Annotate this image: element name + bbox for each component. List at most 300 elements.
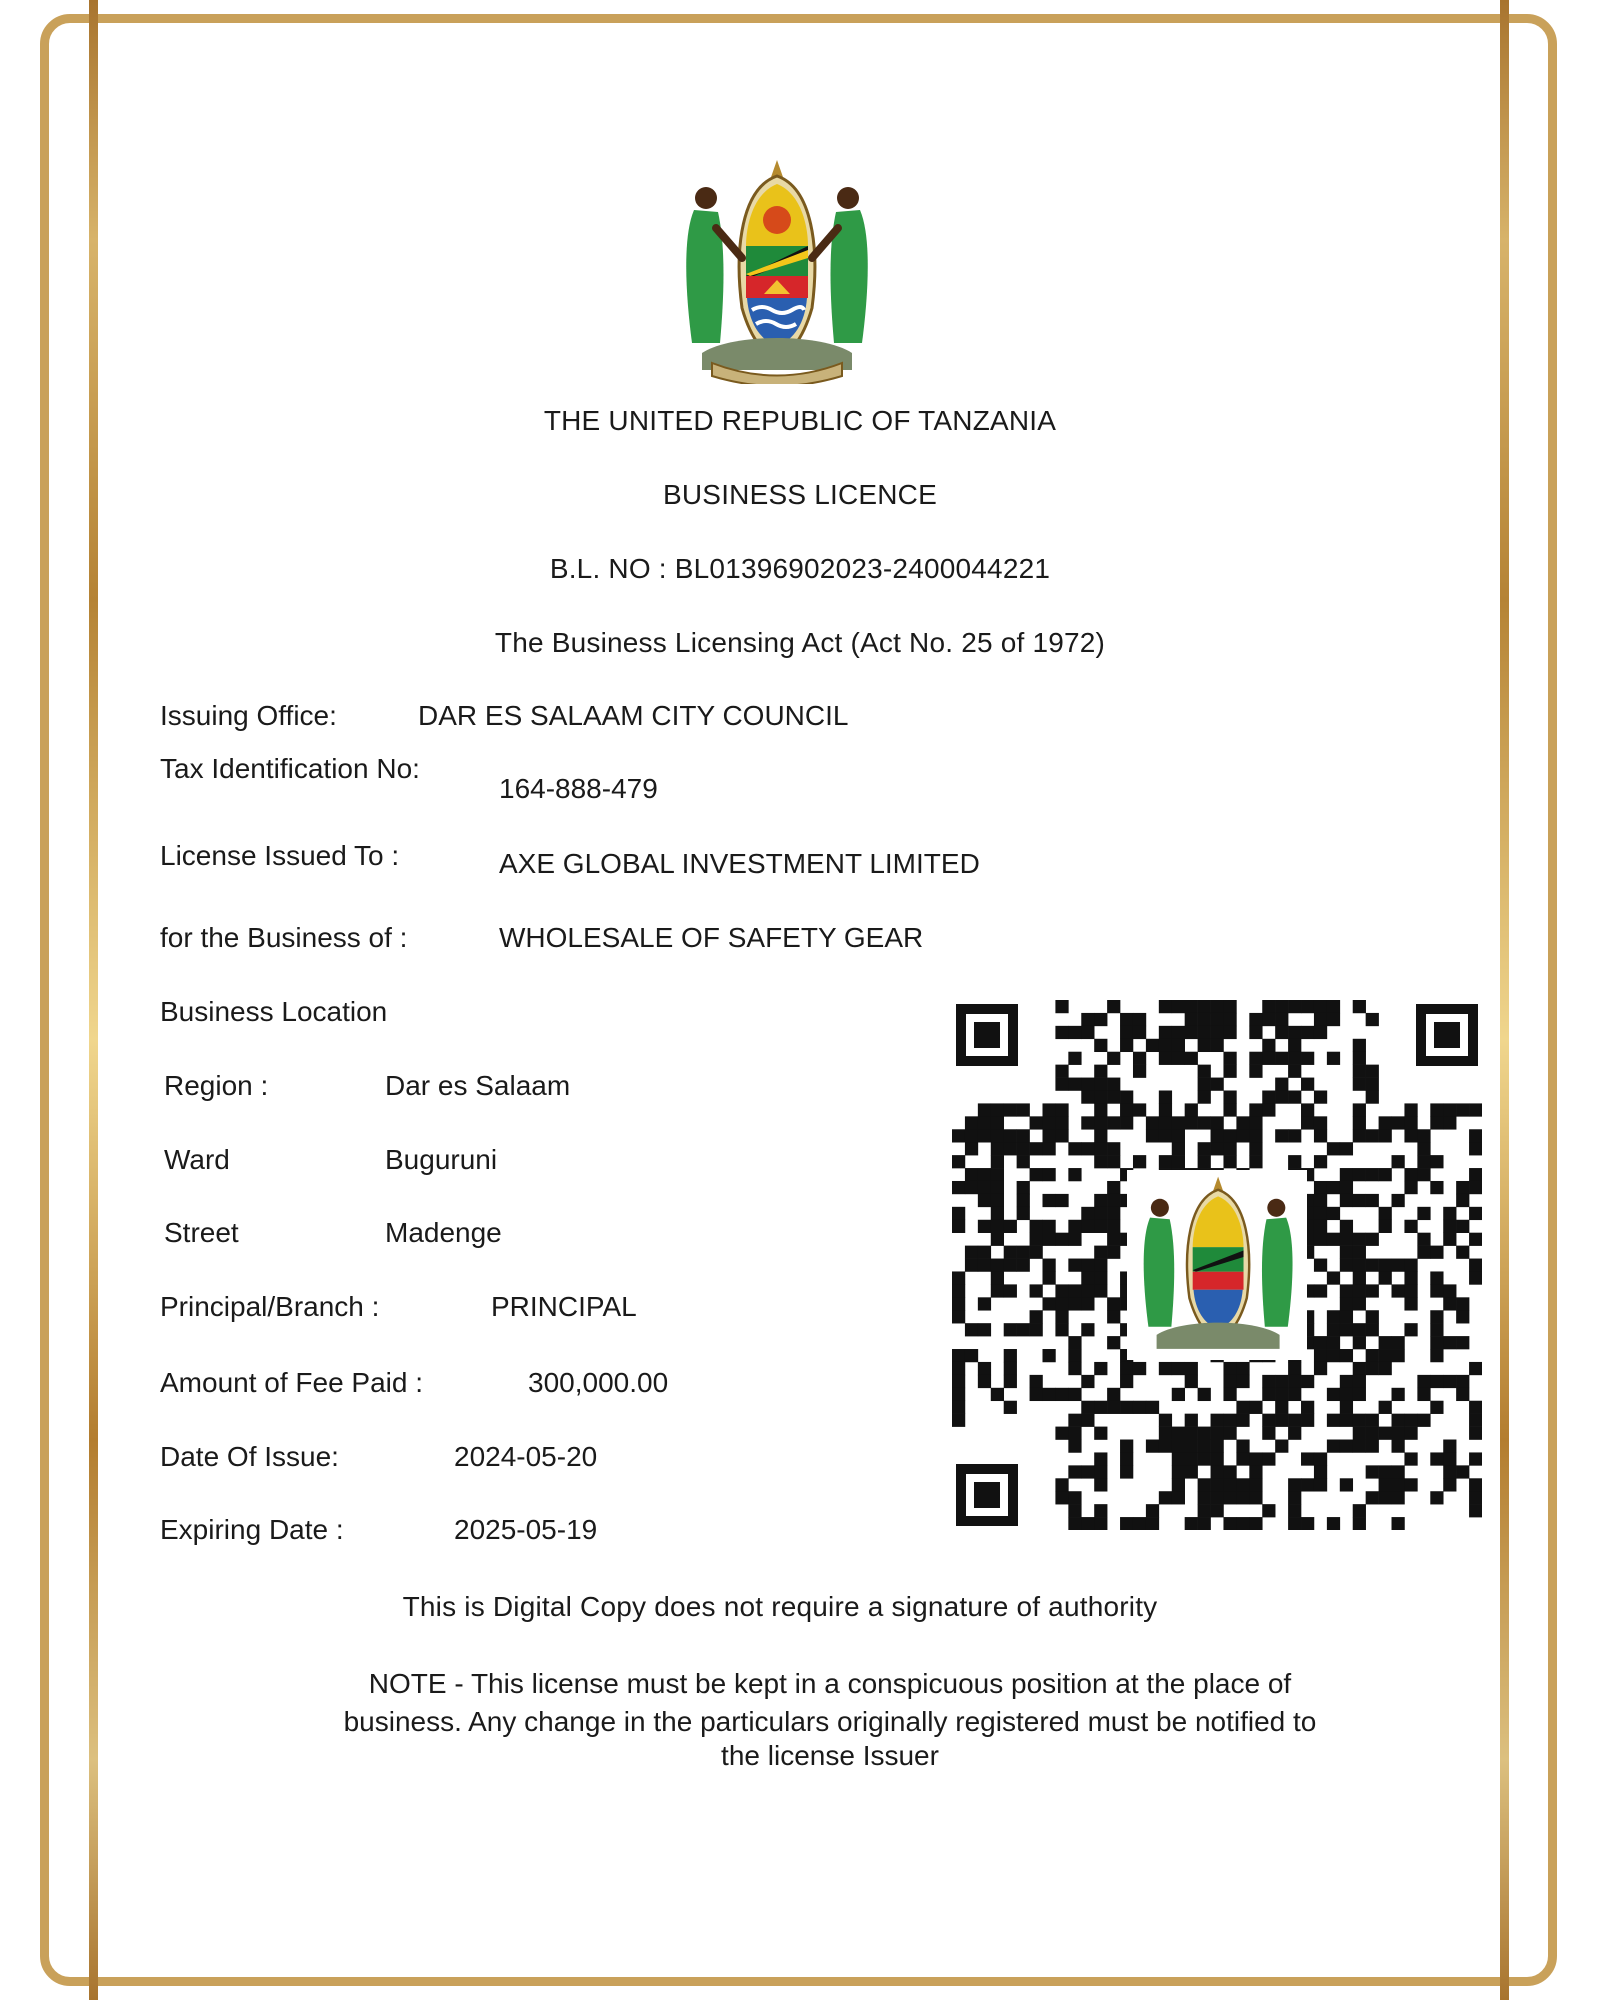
qr-module <box>1456 1465 1469 1478</box>
qr-module <box>1301 1103 1314 1116</box>
qr-module <box>1030 1310 1043 1323</box>
qr-module <box>1469 1362 1482 1375</box>
qr-module <box>1366 1194 1379 1207</box>
qr-module <box>965 1129 978 1142</box>
qr-module <box>1392 1478 1405 1491</box>
note-line-3: the license Issuer <box>721 1740 939 1771</box>
qr-module <box>1159 1440 1172 1453</box>
qr-module <box>1198 1427 1211 1440</box>
fee-paid-label: Amount of Fee Paid : <box>160 1367 424 1398</box>
qr-module <box>991 1155 1004 1168</box>
qr-module <box>1314 1465 1327 1478</box>
issued-to-label: License Issued To : <box>160 840 400 871</box>
qr-module <box>1055 1388 1068 1401</box>
qr-module <box>1366 1129 1379 1142</box>
qr-module <box>1392 1427 1405 1440</box>
qr-module <box>978 1375 991 1388</box>
qr-module <box>1430 1375 1443 1388</box>
qr-module <box>1094 1142 1107 1155</box>
qr-module <box>1094 1452 1107 1465</box>
qr-module <box>1107 1401 1120 1414</box>
qr-module <box>1340 1220 1353 1233</box>
qr-module <box>1172 1478 1185 1491</box>
qr-module <box>1146 1116 1159 1129</box>
qr-module <box>1275 1026 1288 1039</box>
qr-module <box>1275 1401 1288 1414</box>
act-reference: The Business Licensing Act (Act No. 25 of 1972) <box>494 627 1106 658</box>
qr-module <box>1366 1284 1379 1297</box>
qr-module <box>1211 1414 1224 1427</box>
qr-module <box>1353 1065 1366 1078</box>
qr-module <box>1404 1284 1417 1297</box>
qr-module <box>952 1388 965 1401</box>
qr-module <box>1211 1000 1224 1013</box>
qr-module <box>1404 1220 1417 1233</box>
qr-module <box>1236 1375 1249 1388</box>
qr-module <box>965 1142 978 1155</box>
qr-module <box>1068 1297 1081 1310</box>
qr-module <box>1172 1491 1185 1504</box>
qr-module <box>1004 1349 1017 1362</box>
qr-module <box>1456 1388 1469 1401</box>
qr-module <box>1469 1504 1482 1517</box>
qr-module <box>1469 1181 1482 1194</box>
qr-module <box>1379 1168 1392 1181</box>
qr-module <box>1017 1207 1030 1220</box>
qr-module <box>1275 1388 1288 1401</box>
qr-module <box>1211 1142 1224 1155</box>
qr-module <box>1314 1155 1327 1168</box>
note-line-2: business. Any change in the particulars originally registered must be notified to <box>343 1706 1317 1737</box>
qr-module <box>1159 1129 1172 1142</box>
qr-module <box>1172 1155 1185 1168</box>
qr-module <box>1004 1284 1017 1297</box>
qr-module <box>1223 1155 1236 1168</box>
qr-module <box>1340 1194 1353 1207</box>
qr-module <box>1430 1181 1443 1194</box>
qr-module <box>1353 1271 1366 1284</box>
qr-module <box>1159 1491 1172 1504</box>
qr-module <box>1443 1375 1456 1388</box>
qr-module <box>1017 1181 1030 1194</box>
qr-module <box>1379 1116 1392 1129</box>
qr-module <box>1120 1465 1133 1478</box>
issued-to-value: AXE GLOBAL INVESTMENT LIMITED <box>499 848 980 879</box>
qr-module <box>1314 1362 1327 1375</box>
qr-module <box>1120 1103 1133 1116</box>
qr-module <box>1068 1336 1081 1349</box>
qr-module <box>1301 1517 1314 1530</box>
qr-module <box>1172 1000 1185 1013</box>
qr-module <box>1120 1375 1133 1388</box>
qr-module <box>1081 1323 1094 1336</box>
qr-module <box>1042 1388 1055 1401</box>
qr-module <box>1314 1129 1327 1142</box>
qr-module <box>1327 1233 1340 1246</box>
qr-module <box>1262 1013 1275 1026</box>
qr-module <box>1392 1465 1405 1478</box>
qr-module <box>978 1103 991 1116</box>
qr-module <box>1094 1090 1107 1103</box>
qr-module <box>1055 1116 1068 1129</box>
qr-module <box>1469 1271 1482 1284</box>
qr-module <box>1198 1078 1211 1091</box>
qr-module <box>952 1271 965 1284</box>
qr-module <box>1262 1090 1275 1103</box>
qr-module <box>1404 1297 1417 1310</box>
qr-module <box>1236 1440 1249 1453</box>
qr-module <box>1211 1465 1224 1478</box>
qr-module <box>1379 1259 1392 1272</box>
qr-module <box>991 1259 1004 1272</box>
qr-module <box>1211 1026 1224 1039</box>
qr-module <box>1430 1284 1443 1297</box>
qr-module <box>1198 1116 1211 1129</box>
qr-module <box>1353 1336 1366 1349</box>
qr-module <box>1262 1000 1275 1013</box>
qr-module <box>991 1168 1004 1181</box>
qr-module <box>1185 1465 1198 1478</box>
qr-module <box>965 1349 978 1362</box>
qr-module <box>978 1297 991 1310</box>
qr-module <box>1068 1504 1081 1517</box>
qr-module <box>1353 1052 1366 1065</box>
qr-module <box>965 1259 978 1272</box>
qr-module <box>1392 1116 1405 1129</box>
qr-module <box>1249 1116 1262 1129</box>
qr-module <box>1094 1220 1107 1233</box>
qr-module <box>1417 1207 1430 1220</box>
qr-module <box>1081 1090 1094 1103</box>
qr-module <box>1055 1310 1068 1323</box>
qr-module <box>1094 1155 1107 1168</box>
qr-module <box>1404 1452 1417 1465</box>
qr-module <box>1314 1181 1327 1194</box>
qr-module <box>1120 1452 1133 1465</box>
qr-module <box>1017 1246 1030 1259</box>
qr-module <box>1094 1271 1107 1284</box>
qr-module <box>1068 1349 1081 1362</box>
qr-module <box>1172 1026 1185 1039</box>
qr-module <box>1068 1142 1081 1155</box>
qr-module <box>1301 1414 1314 1427</box>
qr-module <box>1120 1517 1133 1530</box>
qr-module <box>978 1168 991 1181</box>
qr-module <box>1392 1388 1405 1401</box>
qr-module <box>1198 1478 1211 1491</box>
qr-module <box>1275 1129 1288 1142</box>
qr-module <box>1404 1478 1417 1491</box>
qr-module <box>1301 1078 1314 1091</box>
qr-module <box>1340 1246 1353 1259</box>
qr-module <box>1353 1284 1366 1297</box>
qr-module <box>1159 1362 1172 1375</box>
qr-module <box>1185 1362 1198 1375</box>
qr-module <box>1417 1142 1430 1155</box>
qr-module <box>1430 1155 1443 1168</box>
qr-module <box>1366 1233 1379 1246</box>
qr-module <box>1288 1155 1301 1168</box>
qr-module <box>1340 1142 1353 1155</box>
qr-module <box>1211 1491 1224 1504</box>
street-label: Street <box>164 1217 239 1248</box>
qr-module <box>1443 1297 1456 1310</box>
qr-module <box>1404 1427 1417 1440</box>
qr-module <box>1275 1414 1288 1427</box>
qr-module <box>1146 1401 1159 1414</box>
qr-module <box>1404 1116 1417 1129</box>
qr-module <box>1094 1116 1107 1129</box>
qr-module <box>1443 1465 1456 1478</box>
qr-module <box>1262 1052 1275 1065</box>
qr-module <box>1430 1323 1443 1336</box>
qr-module <box>1068 1220 1081 1233</box>
qr-module <box>1055 1103 1068 1116</box>
qr-module <box>1353 1297 1366 1310</box>
qr-module <box>1223 1465 1236 1478</box>
qr-module <box>1327 1013 1340 1026</box>
date-of-issue-value: 2024-05-20 <box>454 1441 598 1472</box>
qr-module <box>1353 1440 1366 1453</box>
qr-center-emblem-icon <box>1144 1177 1293 1349</box>
qr-module <box>952 1362 965 1375</box>
qr-module <box>1379 1336 1392 1349</box>
qr-module <box>1262 1414 1275 1427</box>
qr-module <box>952 1310 965 1323</box>
qr-module <box>1081 1297 1094 1310</box>
qr-module <box>1379 1362 1392 1375</box>
qr-module <box>1456 1194 1469 1207</box>
qr-module <box>1236 1517 1249 1530</box>
qr-module <box>1353 1414 1366 1427</box>
qr-module <box>1094 1478 1107 1491</box>
qr-module <box>1185 1427 1198 1440</box>
qr-module <box>1172 1142 1185 1155</box>
qr-module <box>1159 1116 1172 1129</box>
qr-module <box>1314 1220 1327 1233</box>
qr-module <box>1081 1220 1094 1233</box>
qr-module <box>1198 1065 1211 1078</box>
qr-module <box>1443 1103 1456 1116</box>
qr-module <box>1262 1039 1275 1052</box>
qr-module <box>1017 1142 1030 1155</box>
qr-module <box>965 1116 978 1129</box>
ward-label: Ward <box>164 1144 230 1175</box>
region-label: Region : <box>164 1070 269 1101</box>
qr-module <box>1055 1129 1068 1142</box>
qr-module <box>1353 1129 1366 1142</box>
qr-module <box>1223 1026 1236 1039</box>
qr-module <box>1055 1000 1068 1013</box>
qr-module <box>1379 1207 1392 1220</box>
qr-module <box>1353 1375 1366 1388</box>
qr-module <box>1159 1090 1172 1103</box>
qr-module <box>1094 1259 1107 1272</box>
qr-module <box>1159 1052 1172 1065</box>
qr-module <box>1469 1233 1482 1246</box>
qr-module <box>1340 1259 1353 1272</box>
qr-module <box>952 1401 965 1414</box>
qr-module <box>1366 1349 1379 1362</box>
qr-module <box>1443 1284 1456 1297</box>
qr-module <box>1068 1026 1081 1039</box>
qr-module <box>1353 1259 1366 1272</box>
qr-module <box>1223 1414 1236 1427</box>
qr-module <box>1353 1388 1366 1401</box>
qr-module <box>1004 1246 1017 1259</box>
qr-module <box>1379 1465 1392 1478</box>
qr-module <box>1107 1142 1120 1155</box>
qr-module <box>1340 1284 1353 1297</box>
qr-module <box>1094 1078 1107 1091</box>
qr-module <box>1314 1000 1327 1013</box>
qr-module <box>1366 1323 1379 1336</box>
qr-module <box>1275 1440 1288 1453</box>
qr-module <box>1094 1504 1107 1517</box>
qr-module <box>1456 1103 1469 1116</box>
qr-module <box>1081 1271 1094 1284</box>
qr-module <box>1042 1271 1055 1284</box>
qr-module <box>952 1297 965 1310</box>
qr-module <box>1159 1155 1172 1168</box>
qr-module <box>1443 1233 1456 1246</box>
qr-module <box>1327 1388 1340 1401</box>
qr-module <box>1185 1116 1198 1129</box>
qr-module <box>1366 1414 1379 1427</box>
qr-module <box>1081 1259 1094 1272</box>
qr-module <box>1223 1103 1236 1116</box>
qr-module <box>1340 1181 1353 1194</box>
qr-module <box>1107 1233 1120 1246</box>
qr-module <box>1172 1362 1185 1375</box>
qr-module <box>1469 1129 1482 1142</box>
qr-module <box>991 1142 1004 1155</box>
qr-module <box>1017 1155 1030 1168</box>
qr-module <box>1301 1478 1314 1491</box>
qr-module <box>1301 1052 1314 1065</box>
qr-module <box>1366 1310 1379 1323</box>
qr-module <box>1262 1375 1275 1388</box>
qr-module <box>952 1349 965 1362</box>
qr-module <box>1223 1388 1236 1401</box>
qr-module <box>1120 1362 1133 1375</box>
qr-module <box>1094 1517 1107 1530</box>
qr-module <box>1392 1517 1405 1530</box>
qr-module <box>1133 1065 1146 1078</box>
qr-module <box>952 1155 965 1168</box>
qr-module <box>1172 1427 1185 1440</box>
qr-module <box>978 1220 991 1233</box>
qr-module <box>1107 1310 1120 1323</box>
qr-module <box>1236 1116 1249 1129</box>
qr-module <box>1430 1401 1443 1414</box>
qr-module <box>1443 1220 1456 1233</box>
licence-number: B.L. NO : BL01396902023-2400044221 <box>549 553 1051 584</box>
qr-module <box>1055 1427 1068 1440</box>
qr-module <box>1133 1362 1146 1375</box>
footer-note <box>300 1665 1360 1771</box>
qr-module <box>1055 1026 1068 1039</box>
qr-module <box>1055 1323 1068 1336</box>
qr-module <box>1223 1000 1236 1013</box>
principal-branch-value: PRINCIPAL <box>491 1291 637 1322</box>
qr-module <box>1198 1090 1211 1103</box>
qr-module <box>1366 1168 1379 1181</box>
business-of-value: WHOLESALE OF SAFETY GEAR <box>499 922 924 953</box>
qr-module <box>1353 1116 1366 1129</box>
qr-module <box>991 1103 1004 1116</box>
qr-module <box>1185 1440 1198 1453</box>
qr-module <box>1340 1310 1353 1323</box>
qr-module <box>1068 1491 1081 1504</box>
qr-module <box>978 1194 991 1207</box>
qr-module <box>1223 1375 1236 1388</box>
qr-module <box>1068 1414 1081 1427</box>
qr-module <box>1107 1194 1120 1207</box>
qr-module <box>1004 1375 1017 1388</box>
qr-module <box>1275 1013 1288 1026</box>
qr-module <box>1042 1349 1055 1362</box>
qr-module <box>1055 1284 1068 1297</box>
tin-label: Tax Identification No: <box>160 753 420 784</box>
qr-module <box>1379 1478 1392 1491</box>
qr-module <box>1185 1375 1198 1388</box>
qr-module <box>1068 1440 1081 1453</box>
qr-module <box>1469 1478 1482 1491</box>
qr-module <box>1211 1039 1224 1052</box>
qr-module <box>1430 1246 1443 1259</box>
qr-module <box>1443 1336 1456 1349</box>
qr-module <box>1081 1517 1094 1530</box>
qr-module <box>1353 1168 1366 1181</box>
qr-module <box>1340 1414 1353 1427</box>
document-title: BUSINESS LICENCE <box>663 479 937 510</box>
qr-module <box>1055 1233 1068 1246</box>
qr-module <box>965 1323 978 1336</box>
qr-module <box>1017 1103 1030 1116</box>
qr-module <box>1120 1090 1133 1103</box>
business-of-label: for the Business of : <box>160 922 408 953</box>
qr-module <box>1417 1375 1430 1388</box>
qr-module <box>952 1207 965 1220</box>
qr-module <box>1172 1440 1185 1453</box>
qr-module <box>1223 1517 1236 1530</box>
qr-module <box>952 1375 965 1388</box>
qr-module <box>1430 1271 1443 1284</box>
qr-module <box>1249 1517 1262 1530</box>
qr-module <box>1430 1103 1443 1116</box>
street-value: Madenge <box>385 1217 502 1248</box>
qr-module <box>1456 1181 1469 1194</box>
qr-module <box>1172 1388 1185 1401</box>
qr-module <box>1379 1401 1392 1414</box>
qr-module <box>1417 1233 1430 1246</box>
qr-module <box>1030 1284 1043 1297</box>
qr-module <box>1443 1440 1456 1453</box>
qr-module <box>1314 1207 1327 1220</box>
qr-module <box>1262 1452 1275 1465</box>
qr-module <box>1392 1155 1405 1168</box>
fee-paid-value: 300,000.00 <box>528 1367 669 1398</box>
qr-module <box>1133 1013 1146 1026</box>
qr-module <box>991 1129 1004 1142</box>
qr-module <box>1327 1000 1340 1013</box>
qr-module <box>1030 1168 1043 1181</box>
qr-module <box>1236 1414 1249 1427</box>
qr-module <box>991 1271 1004 1284</box>
qr-module <box>1081 1401 1094 1414</box>
qr-module <box>1469 1401 1482 1414</box>
